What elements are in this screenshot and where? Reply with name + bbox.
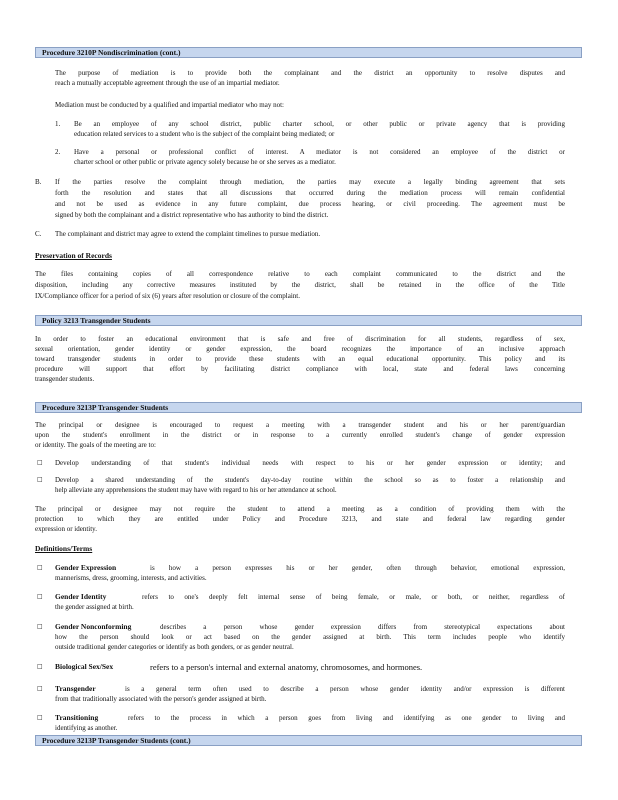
procedure-after-line-2: protection to which they are entitled under Policy and Procedure 3213, and state and federal law regarding gender [35,515,565,523]
list-marker-1: 1. [55,120,61,128]
list-item-2-line-2: charter school or other public or private agency solely because he or she serves as a mediator. [74,158,336,166]
list-item-2-line-1: Have a personal or professional conflict of interest. A mediator is not considered an employee of the district or [74,148,565,156]
mediation-requirement-text: Mediation must be conducted by a qualified and impartial mediator who may not: [55,101,284,109]
bullet-icon: □ [37,714,43,721]
bullet-icon: □ [37,564,43,571]
definition-gender-nonconforming-line-3: outside traditional gender categories or identify as both genders, or as gender neutral. [55,643,294,651]
term-gender-expression: Gender Expression [55,563,117,572]
bullet-icon: □ [37,459,43,466]
definition-biological-sex-line-1: refers to a person's internal and external anatomy, chromosomes, and hormones. [150,662,423,672]
item-b-marker: B. [35,178,42,186]
term-gender-identity: Gender Identity [55,592,107,601]
term-gender-nonconforming: Gender Nonconforming [55,622,132,631]
bullet-icon: □ [37,685,43,692]
definition-gender-nonconforming-line-2: how the person should look or act based on the gender assigned at birth. This term includes people who identify [55,633,565,641]
bullet-icon: □ [37,476,43,483]
goal-1-line-1: Develop understanding of that student's individual needs with respect to his or her gender expression or identity; and [55,459,565,467]
term-transitioning: Transitioning [55,713,99,722]
mediation-purpose-line-2: reach a mutually acceptable agreement through the use of an impartial mediator. [55,79,280,87]
records-line-2: disposition, including any corrective measures instituted by the district, shall be retained in the office of the Title [35,281,565,289]
list-marker-2: 2. [55,148,61,156]
term-biological-sex: Biological Sex/Sex [55,662,114,671]
procedure-after-line-3: expression or identity. [35,525,97,533]
policy-line-2: sexual orientation, gender identity or gender expression, the board recognizes the importance of an inclusive approach [35,345,565,353]
records-line-3: IX/Compliance officer for a period of six (6) years after resolution or closure of the complaint. [35,292,301,300]
heading-definitions-terms: Definitions/Terms [35,544,93,553]
definition-gender-expression-line-2: mannerisms, dress, grooming, interests, and activities. [55,574,207,582]
list-item-1-line-2: education related services to a student who is the subject of the complaint being mediated; or [74,130,335,138]
definition-transitioning-line-2: identifying as another. [55,724,118,732]
section-header-procedure-3213p: Procedure 3213P Transgender Students [35,402,582,413]
policy-line-3: toward transgender students in order to provide these students with an equal educational opportunity. This policy and its [35,355,565,363]
definition-gender-nonconforming-line-1: describes a person whose gender expression differs from stereotypical expectations about [160,623,565,631]
item-b-line-1: If the parties resolve the complaint through mediation, the parties may execute a legally binding agreement that sets [55,178,565,186]
section-header-policy-3213: Policy 3213 Transgender Students [35,315,582,326]
list-item-1-line-1: Be an employee of any school district, public charter school, or other public or private agency that is providing [74,120,565,128]
mediation-purpose-line-1: The purpose of mediation is to provide both the complainant and the district an opportunity to resolve disputes and [55,69,565,77]
heading-preservation-of-records: Preservation of Records [35,251,112,260]
goal-2-line-1: Develop a shared understanding of the student's day-to-day routine within the school so as to foster a relationship and [55,476,565,484]
item-b-line-4: signed by both the complainant and a district representative who has authority to bind the district. [55,211,329,219]
procedure-line-1: The principal or designee is encouraged to request a meeting with a transgender student and his or her parent/guardian [35,421,565,429]
definition-gender-identity-line-1: refers to one's deeply felt internal sense of being female, or male, or both, or neither, regardless of [142,593,565,601]
procedure-line-2: upon the student's enrollment in the district or in response to a currently enrolled student's change of gender expression [35,431,565,439]
records-line-1: The files containing copies of all correspondence relative to each complaint communicated to the district and the [35,270,565,278]
section-header-procedure-3213p-cont: Procedure 3213P Transgender Students (cont.) [35,735,582,746]
item-c-marker: C. [35,230,42,238]
item-c-text: The complainant and district may agree to extend the complaint timelines to pursue mediation. [55,230,321,238]
bullet-icon: □ [37,623,43,630]
definition-gender-identity-line-2: the gender assigned at birth. [55,603,134,611]
definition-transgender-line-1: is a general term often used to describe a person whose gender identity and/or expression is different [125,685,565,693]
policy-line-1: In order to foster an educational environment that is safe and free of discrimination for all students, regardless of sex, [35,335,565,343]
procedure-after-line-1: The principal or designee may not require the student to attend a meeting as a condition of providing them with the [35,505,565,513]
bullet-icon: □ [37,663,43,670]
definition-transitioning-line-1: refers to the process in which a person goes from living and identifying as one gender to living and [128,714,565,722]
policy-line-4: procedure will support that effort by facilitating district compliance with local, state and federal laws concerning [35,365,565,373]
definition-gender-expression-line-1: is how a person expresses his or her gender, often through behavior, emotional expression, [150,564,565,572]
definition-transgender-line-2: from that traditionally associated with the person's gender assigned at birth. [55,695,267,703]
policy-line-5: transgender students. [35,375,95,383]
term-transgender: Transgender [55,684,96,693]
section-header-procedure-3210p: Procedure 3210P Nondiscrimination (cont.) [35,47,582,58]
item-b-line-2: forth the resolution and states that all discussions that occurred during the mediation process will remain confidential [55,189,565,197]
bullet-icon: □ [37,593,43,600]
procedure-line-3: or identity. The goals of the meeting are to: [35,441,156,449]
goal-2-line-2: help alleviate any apprehensions the student may have with regard to his or her attendance at school. [55,486,337,494]
item-b-line-3: and not be used as evidence in any future complaint, due process hearing, or civil proceeding. The agreement must be [55,200,565,208]
